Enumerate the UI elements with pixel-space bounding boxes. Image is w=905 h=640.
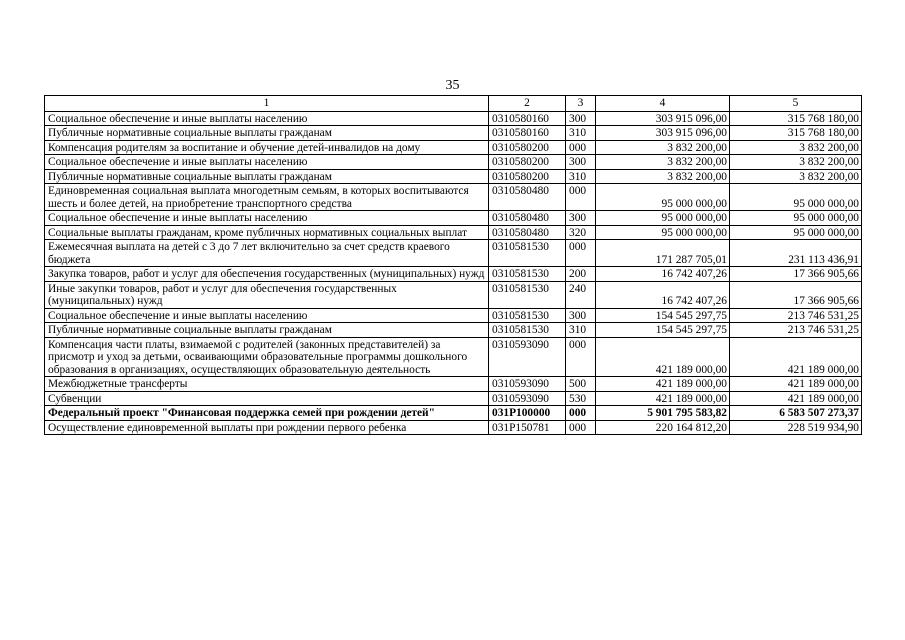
page-number: 35 [445, 78, 460, 93]
row-value-col4-cell: 95 000 000,00 [596, 184, 730, 211]
table-row [45, 155, 862, 170]
column-number-1: 1 [45, 96, 489, 112]
row-code-cell: 0310581530 [489, 323, 566, 338]
column-number-2: 2 [489, 96, 566, 112]
row-value-col4-cell: 95 000 000,00 [596, 225, 730, 240]
row-type-cell: 320 [566, 225, 596, 240]
table-row [45, 126, 862, 141]
row-type-cell: 200 [566, 267, 596, 282]
row-value-col4-cell: 16 742 407,26 [596, 281, 730, 308]
table-row [45, 267, 862, 282]
row-value-col4-cell: 5 901 795 583,82 [596, 406, 730, 421]
row-name-cell: Публичные нормативные социальные выплаты гражданам [45, 169, 489, 184]
table-row [45, 225, 862, 240]
table-row [45, 140, 862, 155]
row-type-cell: 310 [566, 169, 596, 184]
row-name-cell: Межбюджетные трансферты [45, 377, 489, 392]
column-number-4: 4 [596, 96, 730, 112]
row-value-col4-cell: 421 189 000,00 [596, 337, 730, 377]
row-value-col4-cell: 154 545 297,75 [596, 323, 730, 338]
row-name-cell: Компенсация родителям за воспитание и обучение детей-инвалидов на дому [45, 140, 489, 155]
row-name-cell: Социальные выплаты гражданам, кроме публичных нормативных социальных выплат [45, 225, 489, 240]
row-type-cell: 300 [566, 308, 596, 323]
row-value-col4-cell: 95 000 000,00 [596, 211, 730, 226]
row-value-col4-cell: 3 832 200,00 [596, 155, 730, 170]
row-code-cell: 0310580200 [489, 140, 566, 155]
row-code-cell: 0310580200 [489, 155, 566, 170]
row-value-col5-cell: 3 832 200,00 [730, 169, 862, 184]
row-name-cell: Ежемесячная выплата на детей с 3 до 7 лет включительно за счет средств краевого бюджета [45, 240, 489, 267]
table-row [45, 323, 862, 338]
column-number-3: 3 [566, 96, 596, 112]
row-value-col5-cell: 315 768 180,00 [730, 126, 862, 141]
row-value-col4-cell: 421 189 000,00 [596, 391, 730, 406]
row-value-col5-cell: 17 366 905,66 [730, 267, 862, 282]
row-type-cell: 310 [566, 126, 596, 141]
row-value-col5-cell: 3 832 200,00 [730, 140, 862, 155]
row-type-cell: 000 [566, 337, 596, 377]
table-row [45, 184, 862, 211]
row-type-cell: 000 [566, 420, 596, 435]
row-code-cell: 0310580160 [489, 111, 566, 126]
row-type-cell: 300 [566, 111, 596, 126]
table-row [45, 211, 862, 226]
row-code-cell: 0310580160 [489, 126, 566, 141]
table-row [45, 391, 862, 406]
row-name-cell: Единовременная социальная выплата многодетным семьям, в которых воспитываются шесть и более детей, на приобретение транспортного средства [45, 184, 489, 211]
row-code-cell: 0310580480 [489, 225, 566, 240]
row-code-cell: 031P100000 [489, 406, 566, 421]
table-row [45, 240, 862, 267]
row-value-col5-cell: 17 366 905,66 [730, 281, 862, 308]
row-value-col5-cell: 421 189 000,00 [730, 391, 862, 406]
row-name-cell: Социальное обеспечение и иные выплаты населению [45, 308, 489, 323]
row-value-col4-cell: 303 915 096,00 [596, 126, 730, 141]
row-value-col4-cell: 220 164 812,20 [596, 420, 730, 435]
row-value-col5-cell: 95 000 000,00 [730, 184, 862, 211]
row-code-cell: 031P150781 [489, 420, 566, 435]
row-code-cell: 0310580480 [489, 211, 566, 226]
row-code-cell: 0310581530 [489, 240, 566, 267]
row-value-col4-cell: 16 742 407,26 [596, 267, 730, 282]
table-row [45, 169, 862, 184]
row-type-cell: 300 [566, 211, 596, 226]
row-value-col5-cell: 6 583 507 273,37 [730, 406, 862, 421]
row-type-cell: 240 [566, 281, 596, 308]
row-name-cell: Социальное обеспечение и иные выплаты населению [45, 111, 489, 126]
row-code-cell: 0310581530 [489, 308, 566, 323]
budget-table-body [45, 96, 862, 435]
row-name-cell: Компенсация части платы, взимаемой с родителей (законных представителей) за присмотр и уход за детьми, осваивающими образовательные программы дошкольного образования в организациях, осуществляющих образовательную деятельность [45, 337, 489, 377]
row-value-col4-cell: 421 189 000,00 [596, 377, 730, 392]
row-name-cell: Осуществление единовременной выплаты при рождении первого ребенка [45, 420, 489, 435]
column-number-row [45, 96, 862, 112]
row-type-cell: 310 [566, 323, 596, 338]
row-type-cell: 300 [566, 155, 596, 170]
row-name-cell: Федеральный проект "Финансовая поддержка семей при рождении детей" [45, 406, 489, 421]
row-code-cell: 0310580200 [489, 169, 566, 184]
row-type-cell: 530 [566, 391, 596, 406]
row-type-cell: 000 [566, 184, 596, 211]
row-value-col5-cell: 231 113 436,91 [730, 240, 862, 267]
row-type-cell: 000 [566, 140, 596, 155]
row-name-cell: Социальное обеспечение и иные выплаты населению [45, 211, 489, 226]
table-row [45, 377, 862, 392]
row-type-cell: 000 [566, 240, 596, 267]
row-code-cell: 0310593090 [489, 391, 566, 406]
row-value-col5-cell: 213 746 531,25 [730, 308, 862, 323]
row-value-col4-cell: 171 287 705,01 [596, 240, 730, 267]
row-code-cell: 0310580480 [489, 184, 566, 211]
row-value-col5-cell: 213 746 531,25 [730, 323, 862, 338]
table-row [45, 281, 862, 308]
table-row [45, 420, 862, 435]
row-name-cell: Публичные нормативные социальные выплаты гражданам [45, 126, 489, 141]
row-code-cell: 0310593090 [489, 377, 566, 392]
row-type-cell: 500 [566, 377, 596, 392]
row-value-col5-cell: 95 000 000,00 [730, 225, 862, 240]
row-name-cell: Социальное обеспечение и иные выплаты населению [45, 155, 489, 170]
row-value-col5-cell: 95 000 000,00 [730, 211, 862, 226]
row-type-cell: 000 [566, 406, 596, 421]
row-value-col4-cell: 3 832 200,00 [596, 169, 730, 184]
row-code-cell: 0310581530 [489, 267, 566, 282]
table-row [45, 406, 862, 421]
row-name-cell: Закупка товаров, работ и услуг для обеспечения государственных (муниципальных) нужд [45, 267, 489, 282]
column-number-5: 5 [730, 96, 862, 112]
row-value-col4-cell: 154 545 297,75 [596, 308, 730, 323]
row-value-col5-cell: 315 768 180,00 [730, 111, 862, 126]
row-code-cell: 0310581530 [489, 281, 566, 308]
table-row [45, 337, 862, 377]
row-name-cell: Иные закупки товаров, работ и услуг для обеспечения государственных (муниципальных) нужд [45, 281, 489, 308]
budget-table [44, 95, 862, 435]
row-value-col5-cell: 421 189 000,00 [730, 377, 862, 392]
table-row [45, 308, 862, 323]
row-value-col4-cell: 3 832 200,00 [596, 140, 730, 155]
row-value-col5-cell: 421 189 000,00 [730, 337, 862, 377]
row-name-cell: Субвенции [45, 391, 489, 406]
row-value-col5-cell: 228 519 934,90 [730, 420, 862, 435]
table-row [45, 111, 862, 126]
row-code-cell: 0310593090 [489, 337, 566, 377]
row-name-cell: Публичные нормативные социальные выплаты гражданам [45, 323, 489, 338]
row-value-col5-cell: 3 832 200,00 [730, 155, 862, 170]
row-value-col4-cell: 303 915 096,00 [596, 111, 730, 126]
